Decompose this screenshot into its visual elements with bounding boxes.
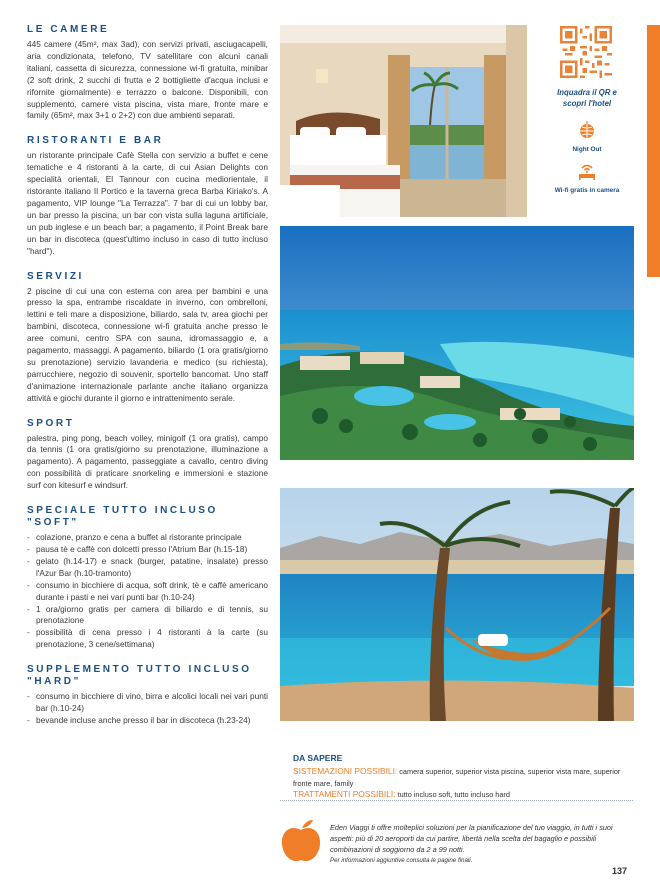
wifi-label: Wi-fi gratis in camera — [554, 187, 620, 194]
section-text-sport: palestra, ping pong, beach volley, minigolf (1 ora gratis), campo da tennis (1 ora gratis/giorno su prenotazione, illuminazione a pagamento). A pagamento, passeggiate a cavallo, centro diving con possibilità di praticare snorkeling e immersioni e stazione surf con kitesurf e windsurf. — [27, 432, 268, 491]
page-tab-accent — [647, 25, 660, 277]
da-sapere-box — [293, 752, 638, 801]
list-item: - consumo in bicchiere di acqua, soft drink, tè e caffè americano durante i pasti e nei vari punti bar (h.10-24) — [27, 580, 268, 604]
resort-aerial-photo — [280, 226, 634, 460]
trattamenti-label: TRATTAMENTI POSSIBILI: — [293, 789, 396, 799]
list-item: - consumo in bicchiere di vino, birra e alcolici locali nei vari punti bar (h.10-24) — [27, 691, 268, 715]
divider — [280, 800, 633, 801]
list-item: - colazione, pranzo e cena a buffet al ristorante principale — [27, 532, 268, 544]
beach-hammock-photo — [280, 488, 634, 721]
section-title-hard: SUPPLEMENTO TUTTO INCLUSO "HARD" — [27, 664, 252, 688]
info-title: DA SAPERE — [293, 753, 343, 763]
hotel-qr-code[interactable] — [560, 26, 612, 78]
disco-ball-icon — [552, 121, 622, 144]
list-item: - 1 ora/giorno gratis per camera di biliardo e di tennis, su prenotazione — [27, 604, 268, 628]
trattamenti-line — [293, 789, 638, 801]
section-title-sport: SPORT — [27, 417, 75, 429]
list-item: - bevande incluse anche presso il bar in discoteca (h.23-24) — [27, 715, 268, 727]
description-column — [27, 24, 268, 740]
sistemazioni-label: SISTEMAZIONI POSSIBILI: — [293, 766, 398, 776]
list-item: - gelato (h.14-17) e snack (burger, patatine, insalate) presso l'Azur Bar (h.10-tramonto) — [27, 556, 268, 580]
eden-description: Eden Viaggi ti offre molteplici soluzioni per la pianificazione del tuo viaggio, in tutti i suoi aspetti: più di 20 aeroporti da cui partire, libertà nella scelta del bagaglio e possibili combinazioni di soggiorno da 2 a 99 notti. — [330, 823, 613, 855]
section-title-ristoranti: RISTORANTI E BAR — [27, 135, 164, 147]
trattamenti-value: tutto incluso soft, tutto incluso hard — [397, 790, 510, 799]
hotel-room-photo — [280, 25, 527, 217]
section-text-servizi: 2 piscine di cui una con esterna con area per bambini e una presso la spa, entrambe riscaldate in inverno, con ombrelloni, lettini e teli mare a disposizione, biliardo, sala tv, area giochi per bambini, discoteca, connessione wi-fi gratuita anche presso le aree comuni, centro SPA con sauna, idromassaggio e, a pagamento, massaggi. A pagamento, biliardo (1 ora gratis/giorno su prenotazione) servizio lavanderia e medico (su richiesta), parrucchiere, negozio di souvenir, sportello bancomat. Uno staff d'animazione internazionale parlante anche italiano organizza attività e giochi durante il giorno e intrattenimento serale. — [27, 285, 268, 403]
section-title-soft: SPECIALE TUTTO INCLUSO "SOFT" — [27, 505, 218, 529]
wifi-badge — [552, 162, 622, 195]
section-text-ristoranti: un ristorante principale Cafè Stella con servizio a buffet e cene tematiche e 4 ristoranti à la carte, di cui Asian Delights con specialità orientali, El Tannour con cucina mediorientale, il ristorante italiano Il Portico e la taverna greca Barba Kiriako's. A pagamento, VIP lounge "La Terrazza". 7 bar di cui un lobby bar, un bar presso la piscina, un bar con vista sulla laguna artificiale, un pub inglese e un beach bar; a pagamento, il Point Break bare un bar in discoteca (quest'ultimo incluso in caso di tutto incluso "hard"). — [27, 150, 268, 256]
section-text-camere: 445 camere (45m², max 3ad), con servizi privati, asciugacapelli, aria condizionata, telefono, TV satellitare con alcuni canali italiani, cassetta di sicurezza, connessione wi-fi gratuita, minibar (2 soft drink, 2 succhi di frutta e 2 bottigliette d'acqua inclusi e rifornite giornalmente) e terrazzo o balcone. Disponibili, con supplemento, camere vista piscina, vista mare, fronte mare e family (65m², max 3+1 o 2+2) con due ambienti separati. — [27, 39, 268, 121]
section-title-servizi: SERVIZI — [27, 270, 84, 282]
night-out-label: Night Out — [572, 146, 602, 153]
soft-inclusions-list — [27, 532, 268, 651]
list-item: - possibilità di cena presso i 4 ristoranti à la carte (su prenotazione, 3 cene/settimana) — [27, 627, 268, 651]
page-number: 137 — [612, 866, 628, 876]
section-title-camere: LE CAMERE — [27, 24, 110, 35]
night-out-badge — [552, 121, 622, 154]
qr-caption: Inquadra il QR e scopri l'hotel — [557, 88, 617, 108]
eden-apple-logo — [280, 818, 322, 864]
hard-inclusions-list — [27, 691, 268, 727]
sistemazioni-line — [293, 766, 638, 789]
list-item: - pausa tè e caffè con dolcetti presso l'Atrium Bar (h.15-18) — [27, 544, 268, 556]
eden-note: Per informazioni aggiuntive consulta le pagine finali. — [330, 857, 473, 864]
sistemazioni-value: camera superior, superior vista piscina, superior vista mare, superior fronte mare, family — [293, 767, 621, 788]
wifi-bed-icon — [552, 162, 622, 185]
